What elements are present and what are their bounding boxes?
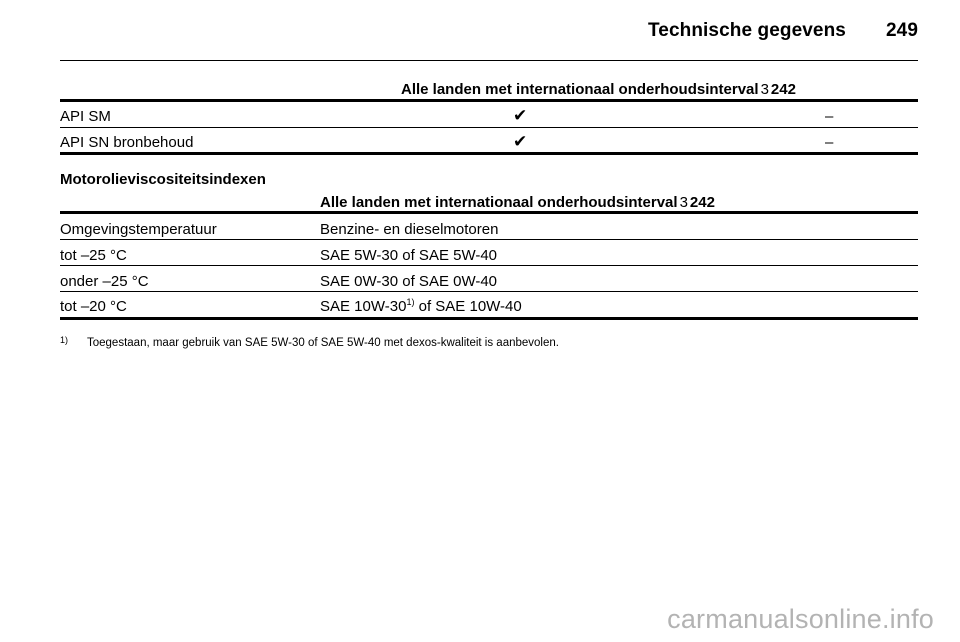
section-title: Motorolieviscositeitsindexen xyxy=(60,171,266,188)
table2-top-rule xyxy=(60,211,918,214)
checkmark-icon: ✔ xyxy=(513,106,528,125)
page-title: Technische gegevens xyxy=(648,20,846,41)
table-row-divider xyxy=(60,291,918,292)
table-row-divider xyxy=(60,265,918,266)
footnote xyxy=(60,335,559,349)
table2-value-cell: SAE 10W-30$^{1)}$ of SAE 10W-40 xyxy=(320,297,522,315)
table2-value-cell: SAE 0W-30 of SAE 0W-40 xyxy=(320,273,498,290)
table1-column-header: Alle landen met internationaal onderhoudsinterval 3 242 xyxy=(401,81,796,98)
table1-top-rule xyxy=(60,99,918,102)
dash-value: – xyxy=(825,134,834,151)
table2-column-header: Alle landen met internationaal onderhoudsinterval 3 242 xyxy=(320,194,715,211)
footnote-text: Toegestaan, maar gebruik van SAE 5W-30 of SAE 5W-40 met dexos-kwaliteit is aanbevolen. xyxy=(87,337,559,349)
dash-value: – xyxy=(825,108,834,125)
table1-row-name: API SM xyxy=(60,108,111,125)
table2-temp-cell: onder –25 °C xyxy=(60,273,149,290)
table2-temp-cell: tot –25 °C xyxy=(60,247,127,264)
table2-temp-cell: tot –20 °C xyxy=(60,298,127,315)
watermark: carmanualsonline.info xyxy=(667,604,934,634)
table2-header-engines: Benzine- en dieselmotoren xyxy=(320,221,499,238)
table2-header-temperature: Omgevingstemperatuur xyxy=(60,221,217,238)
table1-row-name: API SN bronbehoud xyxy=(60,134,194,151)
ref-arrow-icon: 3 xyxy=(679,194,688,211)
table1-ref-page[interactable]: 242 xyxy=(770,81,796,98)
footnote-ref[interactable]: 1) xyxy=(406,297,415,307)
table1-bottom-rule xyxy=(60,152,918,155)
page-number: 249 xyxy=(885,20,918,41)
header-divider xyxy=(60,60,918,61)
table2-value-cell: SAE 5W-30 of SAE 5W-40 xyxy=(320,247,498,264)
table-row-divider xyxy=(60,239,918,240)
footnote-mark: 1) xyxy=(60,335,69,345)
table-row-divider xyxy=(60,127,918,128)
checkmark-icon: ✔ xyxy=(513,132,528,151)
table2-bottom-rule xyxy=(60,317,918,320)
ref-arrow-icon: 3 xyxy=(760,81,769,98)
page-header xyxy=(648,20,918,42)
table2-ref-page[interactable]: 242 xyxy=(689,194,715,211)
